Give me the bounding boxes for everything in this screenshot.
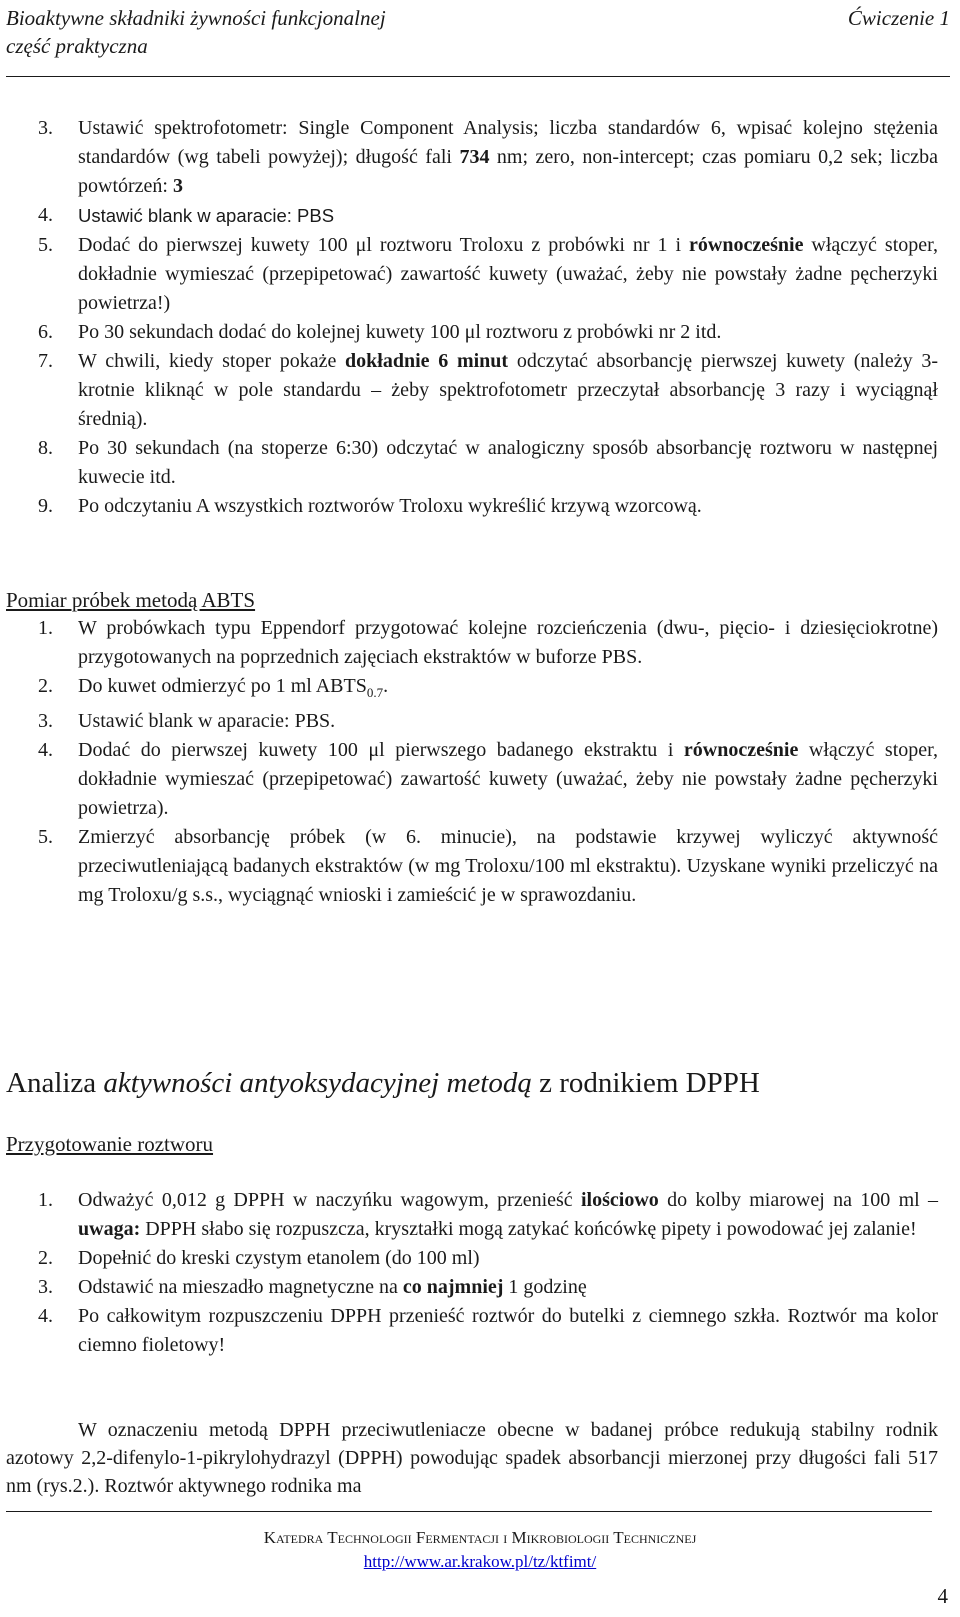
abts-steps-list (6, 614, 938, 910)
header-divider (6, 76, 950, 77)
list-item: 2. Dopełnić do kreski czystym etanolem (do 100 ml) (38, 1247, 480, 1269)
list-item: 3. Ustawić spektrofotometr: Single Component Analysis; liczba standardów 6, wpisać kolejno stężenia standardów (wg tabeli powyżej); długość fali 734 nm; zero, non-intercept; czas pomiaru 0,2 sek; liczba powtórzeń: 3 (38, 117, 938, 197)
list-item: 7. W chwili, kiedy stoper pokaże dokładnie 6 minut odczytać absorbancję pierwszej kuwety (należy 3-krotnie kliknąć w pole standardu – żeby spektrofotometr przeczytał absorbancję 3 razy i wyciągnął średnią). (38, 350, 938, 430)
section-heading-abts: Pomiar próbek metodą ABTS (6, 588, 256, 612)
list-item: 5. Dodać do pierwszej kuwety 100 μl roztworu Troloxu z probówki nr 1 i równocześnie włączyć stoper, dokładnie wymieszać (przepipetować) zawartość kuwety (uważać, żeby nie powstały żadne pęcherzyki powietrza!) (38, 234, 938, 314)
list-item: 9. Po odczytaniu A wszystkich roztworów Troloxu wykreślić krzywą wzorcową. (38, 495, 702, 517)
footer-department: Katedra Technologii Fermentacji i Mikrobiologii Technicznej (263, 1528, 697, 1547)
list-item: 4. Po całkowitym rozpuszczeniu DPPH przenieść roztwór do butelki z ciemnego szkła. Roztwór ma kolor ciemno fioletowy! (38, 1305, 938, 1356)
list-item: 6. Po 30 sekundach dodać do kolejnej kuwety 100 μl roztworu z probówki nr 2 itd. (38, 321, 722, 343)
list-item: 1. Odważyć 0,012 g DPPH w naczyńku wagowym, przenieść ilościowo do kolby miarowej na 100 ml – uwaga: DPPH słabo się rozpuszcza, kryształki mogą zatykać końcówkę pipety i powodować jej zalanie! (38, 1189, 938, 1240)
list-item: 5. Zmierzyć absorbancję próbek (w 6. minucie), na podstawie krzywej wyliczyć aktywność przeciwutleniającą badanych ekstraktów (w mg Troloxu/100 ml ekstraktu). Uzyskane wyniki przeliczyć na mg Troloxu/g s.s., wyciągnąć wnioski i zamieścić je w sprawozdaniu. (38, 826, 938, 906)
dpph-steps-list (6, 1186, 938, 1360)
footer-url-row (0, 1550, 960, 1574)
header-title: Bioaktywne składniki żywności funkcjonalnej (6, 6, 386, 30)
main-heading-dpph: Analiza aktywności antyoksydacyjnej metodą z rodnikiem DPPH (6, 1067, 760, 1099)
header-exercise: Ćwiczenie 1 (847, 6, 950, 30)
list-item: 3. Ustawić blank w aparacie: PBS. (38, 710, 336, 732)
header-subtitle: część praktyczna (6, 34, 148, 58)
dpph-description-paragraph: W oznaczeniu metodą DPPH przeciwutleniacze obecne w badanej próbce redukują stabilny rodnik azotowy 2,2-difenylo-1-pikrylohydrazyl (DPPH) powodując spadek absorbancji mierzonej przy długości fali 517 nm (rys.2.). Roztwór aktywnego rodnika ma (6, 1419, 938, 1497)
list-item: 3. Odstawić na mieszadło magnetyczne na co najmniej 1 godzinę (38, 1276, 587, 1298)
section-heading-prep: Przygotowanie roztworu (6, 1132, 214, 1156)
footer-divider (6, 1511, 932, 1512)
list-item: 4. Ustawić blank w aparacie: PBS (38, 204, 335, 226)
list-item: 2. Do kuwet odmierzyć po 1 ml $ABTS_{0.7}$. (38, 675, 389, 700)
page-number: 4 (937, 1584, 948, 1608)
list-item: 1. W probówkach typu Eppendorf przygotować kolejne rozcieńczenia (dwu-, pięcio- i dziesięciokrotne) przygotowanych na poprzednich zajęciach ekstraktów w buforze PBS. (38, 617, 938, 668)
list-item: 8. Po 30 sekundach (na stoperze 6:30) odczytać w analogiczny sposób absorbancję roztworu w następnej kuwecie itd. (38, 437, 938, 488)
footer-link[interactable]: http://www.ar.krakow.pl/tz/ktfimt/ (363, 1552, 597, 1571)
list-item: 4. Dodać do pierwszej kuwety 100 μl pierwszego badanego ekstraktu i równocześnie włączyć stoper, dokładnie wymieszać (przepipetować) zawartość kuwety (uważać, żeby nie powstały żadne pęcherzyki powietrza). (38, 739, 938, 819)
troloxu-steps-list (6, 114, 938, 521)
